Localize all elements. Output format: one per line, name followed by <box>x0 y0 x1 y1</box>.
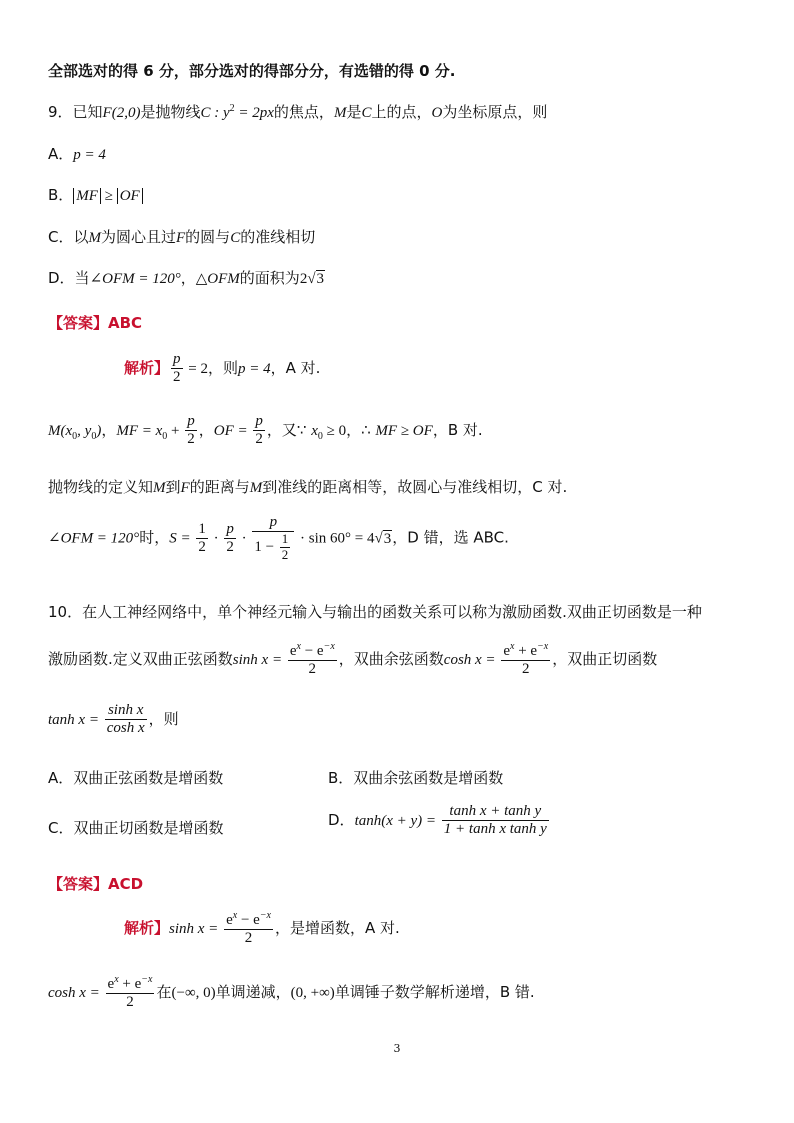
fraction: $\frac{p}{2}$ <box>173 351 181 386</box>
q9-solution-line-1: 解析】 $\frac{p}{2}$ = 2，则p = 4，A 对. <box>124 351 321 386</box>
q9-option-b: B． MF ≥ OF <box>48 184 143 205</box>
fraction: $\frac{1}{2}$ <box>198 520 206 556</box>
fraction: $\frac{p}{2}$ <box>187 413 195 448</box>
fraction: $\frac{\text{tanh x + tanh y}}{\text{1 + tanh x tanh y}}$ <box>443 803 547 838</box>
fraction: p 1 − $\frac{1}{2}$ <box>252 514 294 563</box>
fraction: $\frac{e^x + e^{-x}}{2}$ <box>107 974 153 1011</box>
q10-solution-line-1: 解析】sinh x = $\frac{e^x - e^{-x}}{2}$ ，是增函数，A 对. <box>124 910 400 947</box>
fraction: $\frac{e^x + e^{-x}}{2}$ <box>503 641 549 678</box>
page-number: 3 <box>393 1042 401 1055</box>
section-header: 全部选对的得 6 分，部分选对的得部分分，有选错的得 0 分. <box>48 62 456 80</box>
q10-option-d: D．tanh(x + y) = $\frac{\text{tanh x + tanh y}}{\text{1 + tanh x tanh y}}$ <box>328 803 547 838</box>
fraction: $\frac{p}{2}$ <box>255 413 263 448</box>
fraction: $\frac{e^x - e^{-x}}{2}$ <box>289 641 335 678</box>
q10-stem-line-1: 10．在人工神经网络中，单个神经元输入与输出的函数关系可以称为激励函数.双曲正切函数是一种 <box>48 603 702 621</box>
fraction: $\frac{p}{2}$ <box>226 520 234 556</box>
q10-solution-line-2: cosh x = $\frac{e^x + e^{-x}}{2}$ 在(−∞, 0)单调递减，(0, +∞)单调锤子数学解析递增，B 错. <box>48 974 535 1011</box>
q10-stem-line-2: 激励函数.定义双曲正弦函数sinh x = $\frac{e^x - e^{-x}}{2}$ ，双曲余弦函数cosh x = $\frac{e^x + e^{-x}}{2}$ ，双曲正切函数 <box>48 641 658 678</box>
q9-solution-line-3: 抛物线的定义知M到F的距离与M到准线的距离相等，故圆心与准线相切，C 对. <box>48 478 568 496</box>
q9-option-c: C．以M为圆心且过F的圆与C的准线相切 <box>48 228 316 246</box>
q9-stem: 9．已知F(2,0)是抛物线C : $y^2 = 2px$的焦点，M是C上的点，O为坐标原点，则 <box>48 103 548 121</box>
q9-answer: 【答案】ABC <box>48 314 143 332</box>
q10-option-a: A．双曲正弦函数是增函数 <box>48 769 224 787</box>
fraction: $\frac{e^x - e^{-x}}{2}$ <box>226 910 271 947</box>
q9-solution-line-2: $M(x_0$, $y_0$)，MF = $x_0$ + $\frac{p}{2}$ ，OF = $\frac{p}{2}$ ，又∵ $x_0 \ge 0$，∴ MF ≥ OF，B 对. <box>48 413 483 448</box>
q10-stem-line-3: tanh x = $\frac{\text{sinh x}}{\text{cosh x}}$ ，则 <box>48 702 179 737</box>
q10-option-b: B．双曲余弦函数是增函数 <box>328 769 504 787</box>
q10-option-c: C．双曲正切函数是增函数 <box>48 819 224 837</box>
q9-option-d: D．当∠OFM = 120°，△OFM的面积为2√3 <box>48 269 325 287</box>
q9-solution-line-4: ∠OFM = 120°时，S = $\frac{1}{2}$ · $\frac{p}{2}$ · p 1 − $\frac{1}{2}$ · sin 60° = 4√3，D 错，选 ABC. <box>48 514 509 563</box>
q9-option-a: A．p = 4 <box>48 145 106 163</box>
fraction: $\frac{\text{sinh x}}{\text{cosh x}}$ <box>106 702 145 737</box>
q10-answer: 【答案】ACD <box>48 875 144 893</box>
